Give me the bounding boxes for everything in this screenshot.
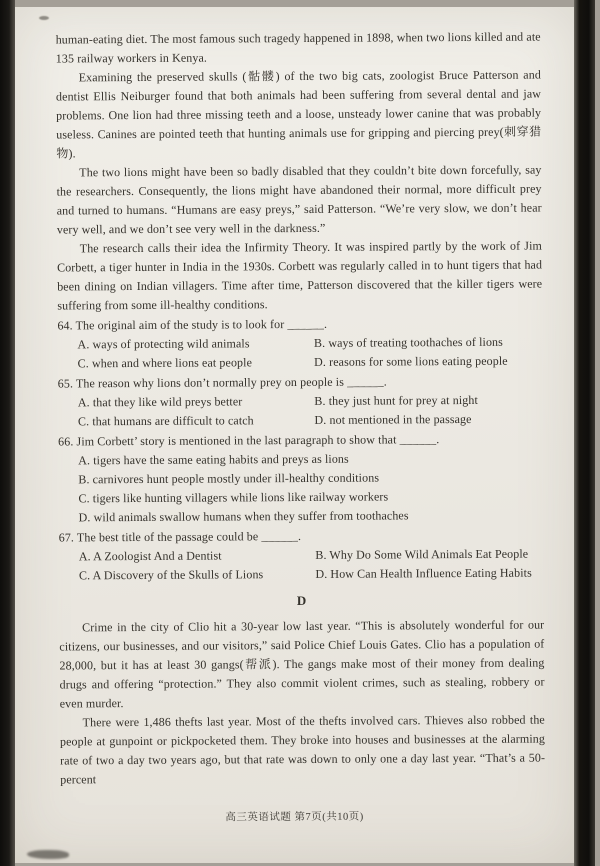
passage-paragraph-1: human-eating diet. The most famous such tragedy happened in 1898, when two lions killed and ate 135 railway workers in Kenya. xyxy=(55,29,541,66)
question-65-option-d: D. not mentioned in the passage xyxy=(314,411,472,427)
question-65-option-c: C. that humans are difficult to catch xyxy=(77,413,254,429)
question-65-option-a: A. that they like wild preys better xyxy=(77,394,243,410)
question-65-options xyxy=(58,391,543,432)
question-67-option-b: B. Why Do Some Wild Animals Eat People xyxy=(315,546,529,562)
scan-black-edge-left xyxy=(0,0,15,866)
section-d-paragraph-2: There were 1,486 thefts last year. Most of the thefts involved cars. Thieves also robbed the people at gunpoint or pickpocketed them. They broke into houses and businesses at the alarming rate of two a day two years ago, but that rate was down to only one a day last year. “That’s a 50-percent xyxy=(59,712,546,787)
passage-paragraph-4: The research calls their idea the Infirmity Theory. It was inspired partly by the work of Jim Corbett, a tiger hunter in India in the 1930s. Corbett was regularly called in to hunt tigers that had been dining on Indian villagers. Time after time, Patterson discovered that the killer tigers were suffering from some ill-healthy conditions. xyxy=(57,238,543,313)
section-d-paragraph-1: Crime in the city of Clio hit a 30-year low last year. “This is absolutely wonderful for our citizens, our businesses, and our visitors,” said Police Chief Louis Gates. Clio has a population of 28,000, but it has at least 30 gangs(帮派). The gangs make most of their money from dealing drugs and offering “protection.” They also commit violent crimes, such as stealing, robbery or even murder. xyxy=(59,617,545,711)
question-64-option-c: C. when and where lions eat people xyxy=(77,355,253,371)
question-67-option-d: D. How Can Health Influence Eating Habits xyxy=(315,565,532,581)
question-65-stem: 65. The reason why lions don’t normally prey on people is ______. xyxy=(57,374,387,391)
question-66-option-d: D. wild animals swallow humans when they suffer from toothaches xyxy=(78,508,409,525)
question-65-option-b: B. they just hunt for prey at night xyxy=(314,392,478,408)
question-67-option-c: C. A Discovery of the Skulls of Lions xyxy=(78,567,264,583)
question-67-stem: 67. The best title of the passage could be ______. xyxy=(58,528,302,545)
passage-paragraph-2: Examining the preserved skulls (骷髅) of the two big cats, zoologist Bruce Patterson and dentist Ellis Neiburger found that both animals had been suffering from several dental and jaw problems. One lion had three missing teeth and a loose, unsteady lower canine that was probably useless. Canines are pointed teeth that hunting animals use for gripping and piercing prey(刺穿猎物). xyxy=(55,67,542,161)
scan-artifact-bottom xyxy=(27,850,69,859)
question-67-option-a: A. A Zoologist And a Dentist xyxy=(78,548,222,564)
question-64-option-a: A. ways of protecting wild animals xyxy=(77,336,250,352)
question-67-options xyxy=(59,545,544,586)
page-footer: 高三英语试题 第7页(共10页) xyxy=(225,811,364,824)
question-67 xyxy=(59,526,544,586)
question-66-option-b: B. carnivores hunt people mostly under ill-healthy conditions xyxy=(78,470,380,487)
question-66-options xyxy=(58,449,543,528)
question-64-stem: 64. The original aim of the study is to look for ______. xyxy=(57,316,328,333)
scan-black-edge-right xyxy=(574,0,595,866)
question-64 xyxy=(57,314,542,374)
section-d-heading: D xyxy=(296,592,307,609)
question-66 xyxy=(58,430,544,528)
page-content xyxy=(56,28,546,813)
question-64-option-b: B. ways of treating toothaches of lions xyxy=(313,334,503,350)
question-66-stem: 66. Jim Corbett’ story is mentioned in the last paragraph to show that ______. xyxy=(58,432,440,449)
exam-paper xyxy=(13,7,576,863)
passage-paragraph-3: The two lions might have been so badly disabled that they couldn’t bite down forcefully, say the researchers. Consequently, the lions might have abandoned their normal, more difficult prey and turned to humans. “Humans are easy preys,” said Patterson. “We’re very slow, we don’t hear very well, and we don’t see very well in the darkness.” xyxy=(56,162,542,237)
question-65 xyxy=(58,372,543,432)
question-66-option-a: A. tigers have the same eating habits and preys as lions xyxy=(78,451,349,468)
question-64-options xyxy=(57,333,542,374)
question-66-option-c: C. tigers like hunting villagers while lions like railway workers xyxy=(78,489,389,506)
scan-artifact-top xyxy=(39,16,49,20)
question-64-option-d: D. reasons for some lions eating people xyxy=(314,353,508,369)
